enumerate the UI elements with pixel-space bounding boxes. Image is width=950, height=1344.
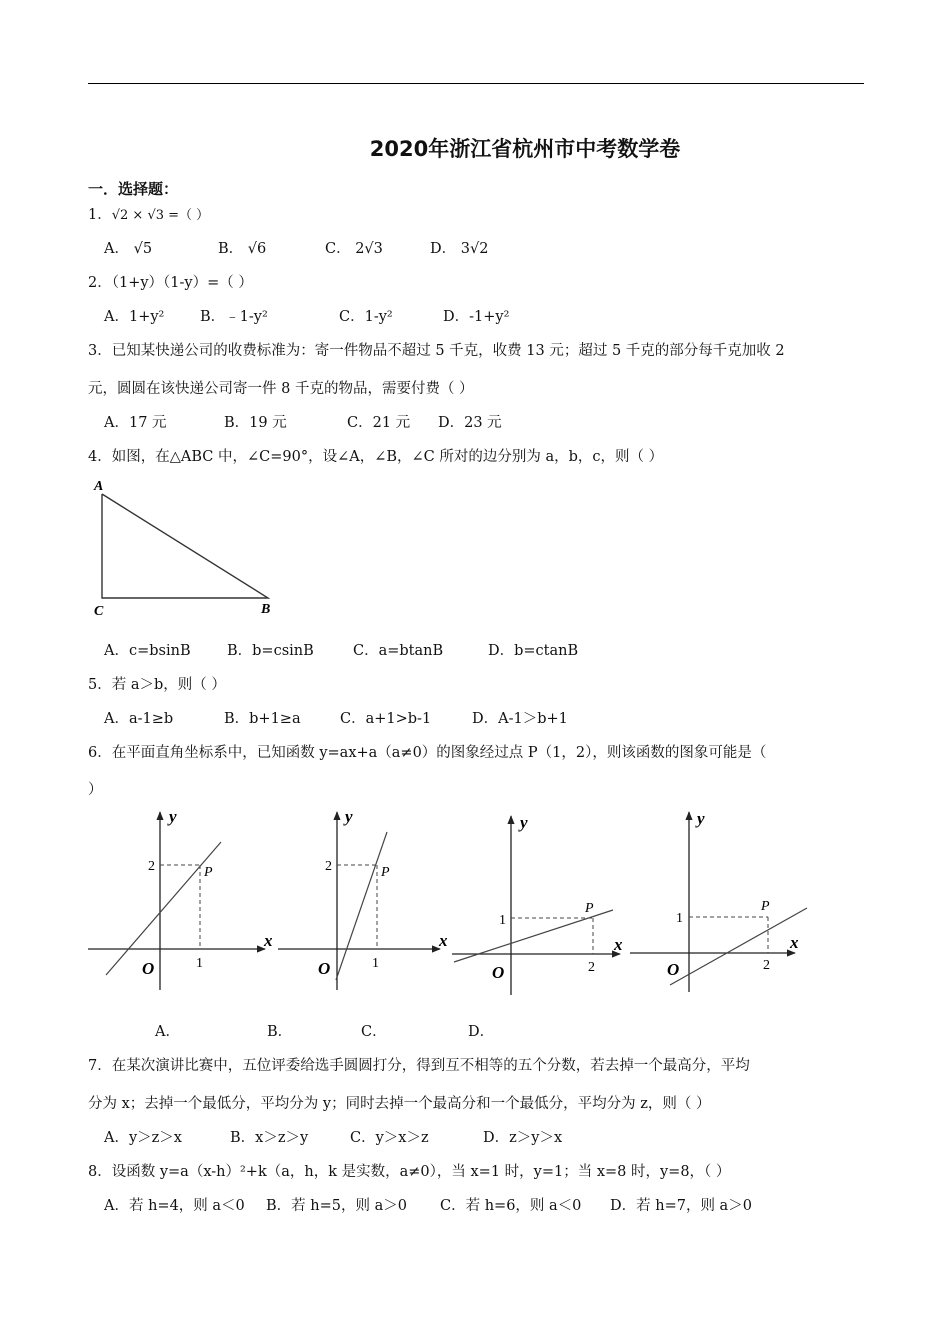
q7-option-b[interactable]: B．x＞z＞y <box>230 1130 309 1146</box>
y-axis-label: y <box>697 809 705 828</box>
question-number: 1． <box>88 207 112 223</box>
triangle-abc-figure <box>88 474 288 622</box>
x-tick-label: 2 <box>588 960 595 975</box>
x-tick-label: 2 <box>763 958 770 973</box>
q1-option-c[interactable]: C． 2√3 <box>325 241 383 257</box>
y-axis-label: y <box>520 813 528 832</box>
header-rule <box>88 83 864 84</box>
q2-option-a[interactable]: A．1+y² <box>104 309 165 325</box>
x-axis-label: x <box>790 933 799 952</box>
question-8-stem: 8．设函数 y=a（x-h）²+k（a，h，k 是实数，a≠0），当 x=1 时，y=1；当 x=8 时，y=8，（ ） <box>88 1164 731 1180</box>
graph-b[interactable] <box>278 807 448 990</box>
q7-option-d[interactable]: D．z＞y＞x <box>483 1130 563 1146</box>
q4-option-a[interactable]: A．c=bsinB <box>104 643 191 659</box>
line-graph-b <box>336 832 387 980</box>
point-p-label: P <box>761 899 770 914</box>
question-2-stem: 2．（1+y）（1-y）=（ ） <box>88 275 253 291</box>
section-heading: 一．选择题： <box>88 180 179 198</box>
q6-option-c[interactable]: C． <box>361 1024 387 1040</box>
q5-option-b[interactable]: B．b+1≥a <box>224 711 301 727</box>
triangle-outline <box>102 494 268 598</box>
point-p-label: P <box>585 901 594 916</box>
y-tick-label: 1 <box>499 913 506 928</box>
page-title: 2020年浙江省杭州市中考数学卷 <box>369 137 681 161</box>
vertex-b-label: B <box>261 602 271 617</box>
q4-option-c[interactable]: C．a=btanB <box>353 643 444 659</box>
q2-option-b[interactable]: B．﹣1-y² <box>200 309 268 325</box>
q4-option-b[interactable]: B．b=csinB <box>227 643 314 659</box>
question-3-line2: 元，圆圆在该快递公司寄一件 8 千克的物品，需要付费（ ） <box>88 381 474 397</box>
q3-option-c[interactable]: C．21 元 <box>347 415 411 431</box>
q8-option-a[interactable]: A．若 h=4，则 a＜0 <box>104 1198 245 1214</box>
q2-option-c[interactable]: C．1-y² <box>339 309 393 325</box>
question-3-line1: 3．已知某快递公司的收费标准为：寄一件物品不超过 5 千克，收费 13 元；超过 5 千克的部分每千克加收 2 <box>88 343 785 359</box>
vertex-a-label: A <box>94 479 104 494</box>
question-1-expression: √2 × √3 =（ ） <box>111 208 210 223</box>
q3-option-d[interactable]: D．23 元 <box>438 415 502 431</box>
graph-c[interactable] <box>452 813 623 995</box>
origin-label: O <box>318 959 331 978</box>
q1-option-a[interactable]: A． √5 <box>104 241 153 257</box>
q7-option-c[interactable]: C．y＞x＞z <box>350 1130 429 1146</box>
q6-option-b[interactable]: B． <box>267 1024 293 1040</box>
y-axis-label: y <box>169 807 177 826</box>
q6-graphs <box>80 800 820 1000</box>
line-graph-a <box>106 842 221 975</box>
q8-option-b[interactable]: B．若 h=5，则 a＞0 <box>266 1198 407 1214</box>
q1-option-b[interactable]: B． √6 <box>218 241 267 257</box>
question-7-line1: 7．在某次演讲比赛中，五位评委给选手圆圆打分，得到互不相等的五个分数，若去掉一个最高分，平均 <box>88 1058 750 1074</box>
question-5-stem: 5．若 a＞b，则（ ） <box>88 677 226 693</box>
origin-label: O <box>142 959 155 978</box>
q7-option-a[interactable]: A．y＞z＞x <box>104 1130 182 1146</box>
origin-label: O <box>492 963 505 982</box>
q6-option-d[interactable]: D． <box>468 1024 495 1040</box>
q5-option-d[interactable]: D．A-1＞b+1 <box>472 711 568 727</box>
x-axis-label: x <box>614 935 623 954</box>
y-axis-label: y <box>345 807 353 826</box>
x-axis-label: x <box>439 931 448 950</box>
q8-option-d[interactable]: D．若 h=7，则 a＞0 <box>610 1198 752 1214</box>
q5-option-a[interactable]: A．a-1≥b <box>104 711 174 727</box>
graph-d[interactable] <box>630 809 807 992</box>
y-tick-label: 2 <box>325 859 332 874</box>
q5-option-c[interactable]: C．a+1>b-1 <box>340 711 432 727</box>
q3-option-b[interactable]: B．19 元 <box>224 415 287 431</box>
y-tick-label: 2 <box>148 859 155 874</box>
graph-a[interactable] <box>88 807 273 990</box>
line-graph-d <box>670 908 807 985</box>
q6-option-a[interactable]: A． <box>155 1024 180 1040</box>
vertex-c-label: C <box>94 604 104 619</box>
q2-option-d[interactable]: D．-1+y² <box>443 309 510 325</box>
question-6-line1: 6．在平面直角坐标系中，已知函数 y=ax+a（a≠0）的图象经过点 P（1，2），则该函数的图象可能是（ <box>88 745 767 761</box>
q8-option-c[interactable]: C．若 h=6，则 a＜0 <box>440 1198 582 1214</box>
q3-option-a[interactable]: A．17 元 <box>104 415 167 431</box>
question-7-line2: 分为 x；去掉一个最低分，平均分为 y；同时去掉一个最高分和一个最低分，平均分为 z，则（ ） <box>88 1096 711 1112</box>
question-1-stem <box>88 203 209 224</box>
x-tick-label: 1 <box>372 956 379 971</box>
y-tick-label: 1 <box>676 911 683 926</box>
q1-option-d[interactable]: D． 3√2 <box>430 241 489 257</box>
question-4-stem: 4．如图，在△ABC 中，∠C=90°，设∠A，∠B，∠C 所对的边分别为 a，b，c，则（ ） <box>88 449 664 465</box>
x-axis-label: x <box>264 931 273 950</box>
x-tick-label: 1 <box>196 956 203 971</box>
origin-label: O <box>667 960 680 979</box>
point-p-label: P <box>204 865 213 880</box>
point-p-label: P <box>381 865 390 880</box>
q4-option-d[interactable]: D．b=ctanB <box>488 643 579 659</box>
question-6-line2: ） <box>88 782 103 798</box>
